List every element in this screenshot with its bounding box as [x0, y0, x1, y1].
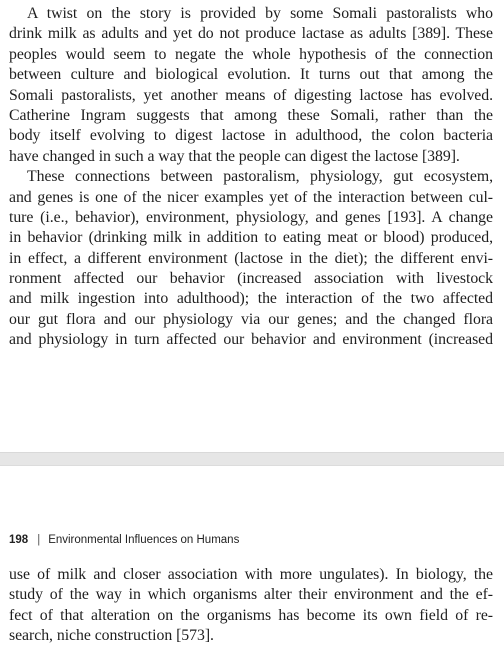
- text-line: fect of that alteration on the organisms has become its own field of re-: [9, 606, 493, 624]
- page-footer: [9, 534, 239, 546]
- text-line: peoples would seem to negate the whole hypothesis of the connection: [9, 45, 493, 63]
- text-line: These connections between pastoralism, physiology, gut ecosystem,: [27, 168, 493, 186]
- text-line: in effect, a different environment (lactose in the diet); the different envi-: [9, 249, 493, 267]
- text-line: between culture and biological evolution. It turns out that among the: [9, 66, 493, 84]
- text-line: and genes is one of the nicer examples yet of the interaction between cul-: [9, 188, 493, 206]
- running-title: Environmental Influences on Humans: [48, 534, 240, 546]
- text-line: Catherine Ingram suggests that among these Somali, rather than the: [9, 106, 493, 124]
- footer-separator: |: [37, 534, 41, 546]
- page-number: 198: [9, 534, 29, 546]
- body-text-bottom: [9, 565, 493, 647]
- text-line: ture (i.e., behavior), environment, physiology, and genes [193]. A change: [9, 208, 493, 226]
- page-break-divider: [0, 452, 504, 466]
- text-line: and physiology in turn affected our behavior and environment (increased: [9, 331, 493, 349]
- text-line: study of the way in which organisms alter their environment and the ef-: [9, 586, 493, 604]
- text-line: use of milk and closer association with more ungulates). In biology, the: [9, 566, 493, 583]
- text-line: body itself evolving to digest lactose in adulthood, the colon bacteria: [9, 127, 493, 145]
- text-line: A twist on the story is provided by some Somali pastoralists who: [27, 5, 493, 22]
- text-line: have changed in such a way that the people can digest the lactose [389].: [9, 147, 460, 165]
- text-line: ronment affected our behavior (increased association with livestock: [9, 270, 493, 288]
- text-line: drink milk as adults and yet do not produce lactase as adults [389]. These: [9, 25, 493, 43]
- text-line: in behavior (drinking milk in addition to eating meat or blood) produced,: [9, 229, 493, 247]
- text-line: Somali pastoralists, yet another means of digesting lactose has evolved.: [9, 86, 493, 104]
- text-line: our gut flora and our physiology via our genes; and the changed flora: [9, 310, 493, 328]
- text-line: search, niche construction [573].: [9, 627, 214, 645]
- body-text-top: [9, 4, 493, 351]
- text-line: and milk ingestion into adulthood); the interaction of the two affected: [9, 290, 493, 308]
